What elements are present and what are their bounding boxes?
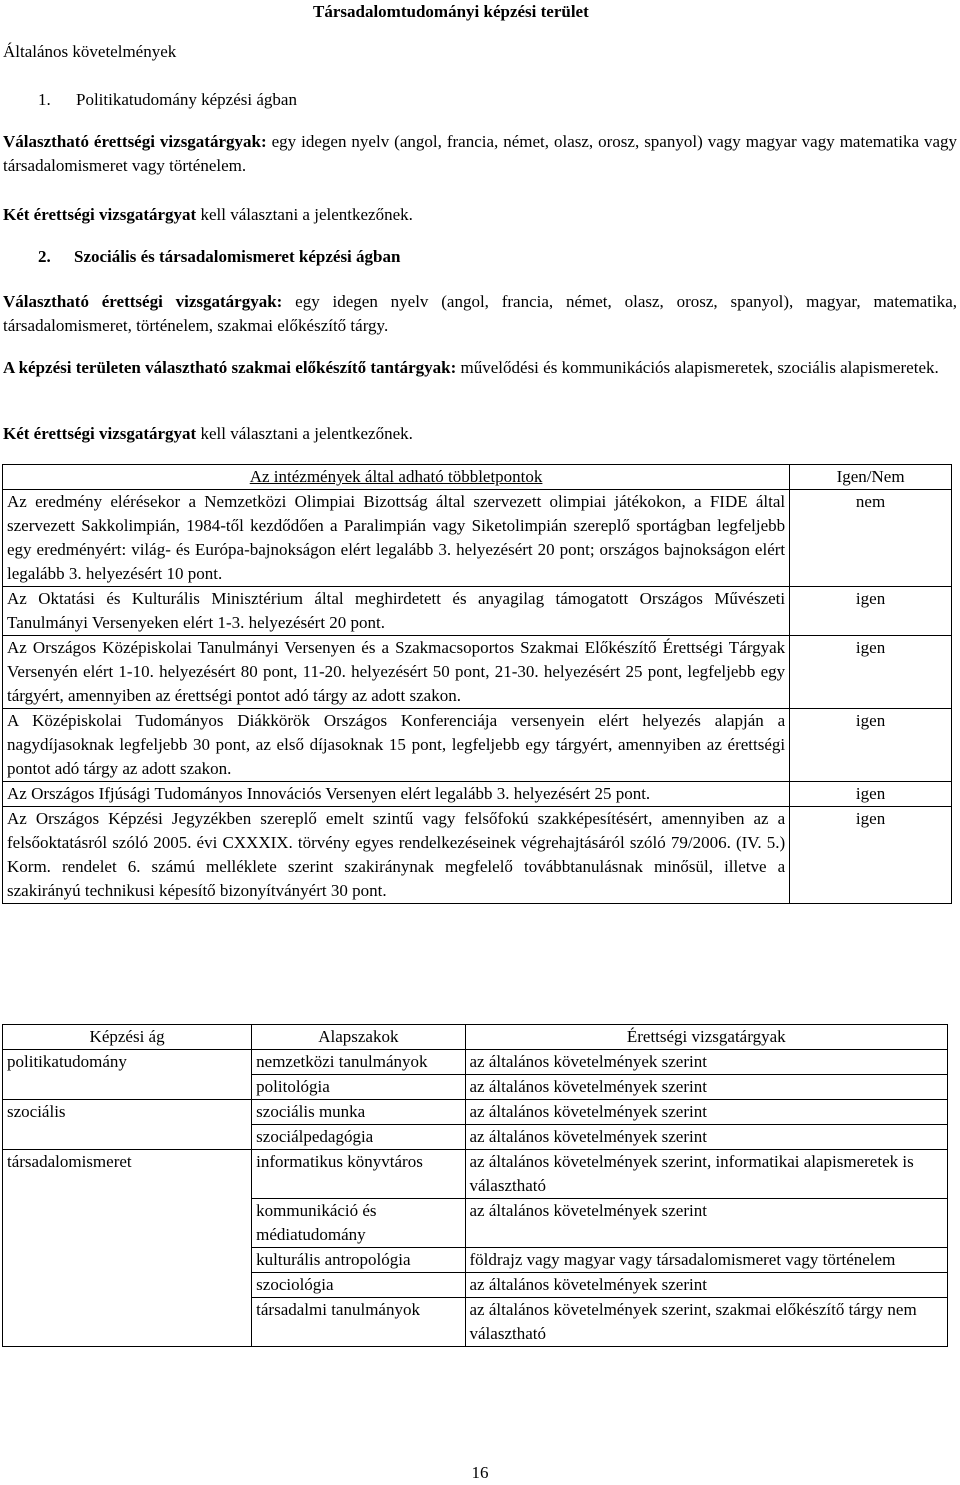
section-2-title: Szociális és társadalomismeret képzési ágban [74, 247, 401, 266]
program-branch [3, 1125, 252, 1150]
program-subjects: az általános követelmények szerint [465, 1199, 947, 1248]
program-name: kulturális antropológia [252, 1248, 465, 1273]
table-row [3, 782, 952, 807]
page-number: 16 [471, 1463, 489, 1482]
bonus-table-header-right: Igen/Nem [790, 465, 952, 490]
bonus-row-text: Az Oktatási és Kulturális Minisztérium által meghirdetett és anyagilag támogatott Országos Művészeti Tanulmányi Versenyeken elért 1-3. helyezésért 20 pont. [3, 587, 790, 636]
section-2-subjects [3, 290, 957, 338]
program-name: kommunikáció és médiatudomány [252, 1199, 465, 1248]
table-row [3, 1075, 948, 1100]
bonus-row-value: nem [790, 490, 952, 587]
program-subjects: földrajz vagy magyar vagy társadalomismeret vagy történelem [465, 1248, 947, 1273]
program-subjects: az általános követelmények szerint [465, 1125, 947, 1150]
program-subjects: az általános követelmények szerint [465, 1050, 947, 1075]
table-row [3, 1050, 948, 1075]
program-branch: politikatudomány [3, 1050, 252, 1075]
bonus-row-text: Az Országos Középiskolai Tanulmányi Versenyen és a Szakmacsoportos Szakmai Előkészítő Érettségi Tárgyak Versenyén elért 1-10. helyezésért 80 pont, 11-20. helyezésért 50 pont, 21-30. helyezésért 25 pont, legfeljebb egy tárgyért, amennyiben az érettségi pontot adó tárgy az adott szakon. [3, 636, 790, 709]
bonus-row-value: igen [790, 709, 952, 782]
section-1-choose-bold: Két érettségi vizsgatárgyat [3, 205, 197, 224]
program-name: szociálpedagógia [252, 1125, 465, 1150]
table-row [3, 709, 952, 782]
bonus-row-value: igen [790, 587, 952, 636]
bonus-row-value: igen [790, 636, 952, 709]
section-1-subjects-text: egy idegen nyelv (angol, francia, német, olasz, orosz, spanyol) vagy magyar vagy matematika vagy társadalomismeret vagy történelem. [3, 132, 958, 175]
bonus-table-header-left: Az intézmények által adható többletpontok [3, 465, 790, 490]
bonus-table-header-row [3, 465, 952, 490]
program-branch: szociális [3, 1100, 252, 1125]
program-branch [3, 1298, 252, 1347]
table-row [3, 807, 952, 904]
program-subjects: az általános követelmények szerint [465, 1100, 947, 1125]
programs-table [2, 1024, 948, 1347]
program-name: politológia [252, 1075, 465, 1100]
program-subjects: az általános követelmények szerint, informatikai alapismeretek is választható [465, 1150, 947, 1199]
section-2-choose-rest: kell választani a jelentkezőnek. [200, 424, 413, 443]
program-name: informatikus könyvtáros [252, 1150, 465, 1199]
table-row [3, 587, 952, 636]
section-2-choose [3, 422, 957, 446]
general-requirements-heading: Általános követelmények [3, 42, 177, 61]
bonus-points-table [2, 464, 952, 904]
page-header: Társadalomtudományi képzési terület [313, 2, 589, 21]
table-row [3, 1125, 948, 1150]
bonus-row-text: Az eredmény elérésekor a Nemzetközi Olimpiai Bizottság által szervezett olimpiai játékokon, a FIDE által szervezett Sakkolimpián, 1984-től kezdődően a Paralimpián vagy Siketolimpián szereplő sportágban legfeljebb egy eredményért: világ- és Európa-bajnokságon elért legalább 3. helyezésért 20 pont; országos bajnokságon elért legalább 3. helyezésért 10 pont. [3, 490, 790, 587]
section-1-title: Politikatudomány képzési ágban [76, 90, 297, 109]
program-branch [3, 1273, 252, 1298]
section-1-subjects-label: Választható érettségi vizsgatárgyak: [3, 132, 267, 151]
section-2-choose-bold: Két érettségi vizsgatárgyat [3, 424, 197, 443]
program-branch [3, 1075, 252, 1100]
table-row [3, 1199, 948, 1248]
section-2-prep-subjects [3, 356, 957, 380]
table-row [3, 1248, 948, 1273]
programs-header-program: Alapszakok [252, 1025, 465, 1050]
table-row [3, 1273, 948, 1298]
table-row [3, 1100, 948, 1125]
bonus-row-value: igen [790, 807, 952, 904]
table-row [3, 1298, 948, 1347]
table-row [3, 490, 952, 587]
programs-table-header-row [3, 1025, 948, 1050]
program-subjects: az általános követelmények szerint [465, 1273, 947, 1298]
bonus-row-text: Az Országos Képzési Jegyzékben szereplő emelt szintű vagy felsőfokú szakképesítésért, amennyiben az a felsőoktatásról szóló 2005. évi CXXXIX. törvény egyes rendelkezéseinek végrehajtásáról szóló 79/2006. (IV. 5.) Korm. rendelet 6. számú melléklete szerint szakiránynak megfelelő továbbtanulásnak minősül, illetve a szakirányú technikusi képesítő bizonyítványért 30 pont. [3, 807, 790, 904]
section-2-prep-text: művelődési és kommunikációs alapismeretek, szociális alapismeretek. [460, 358, 939, 377]
program-branch [3, 1248, 252, 1273]
section-2-number: 2. [38, 247, 51, 266]
program-name: szociális munka [252, 1100, 465, 1125]
programs-header-branch: Képzési ág [3, 1025, 252, 1050]
program-name: nemzetközi tanulmányok [252, 1050, 465, 1075]
bonus-row-value: igen [790, 782, 952, 807]
program-subjects: az általános követelmények szerint [465, 1075, 947, 1100]
section-1-choose-rest: kell választani a jelentkezőnek. [200, 205, 413, 224]
section-2-subjects-text: egy idegen nyelv (angol, francia, német, olasz, orosz, spanyol), magyar, matematika, társadalomismeret, történelem, szakmai előkészítő tárgy. [3, 292, 958, 335]
programs-header-subjects: Érettségi vizsgatárgyak [465, 1025, 947, 1050]
program-name: társadalmi tanulmányok [252, 1298, 465, 1347]
section-2-prep-label: A képzési területen választható szakmai előkészítő tantárgyak: [3, 358, 457, 377]
bonus-row-text: Az Országos Ifjúsági Tudományos Innovációs Versenyen elért legalább 3. helyezésért 25 pont. [3, 782, 790, 807]
program-branch [3, 1199, 252, 1248]
section-2-subjects-label: Választható érettségi vizsgatárgyak: [3, 292, 283, 311]
program-branch: társadalomismeret [3, 1150, 252, 1199]
section-1-number: 1. [38, 90, 51, 109]
program-subjects: az általános követelmények szerint, szakmai előkészítő tárgy nem választható [465, 1298, 947, 1347]
section-1-choose [3, 203, 957, 227]
table-row [3, 1150, 948, 1199]
bonus-row-text: A Középiskolai Tudományos Diákkörök Országos Konferenciája versenyein elért helyezés alapján a nagydíjasoknak legfeljebb 30 pont, az első díjasoknak 15 pont, legfeljebb egy tárgyért, amennyiben az érettségi pontot adó tárgy az adott szakon. [3, 709, 790, 782]
program-name: szociológia [252, 1273, 465, 1298]
section-1-subjects [3, 130, 957, 178]
table-row [3, 636, 952, 709]
